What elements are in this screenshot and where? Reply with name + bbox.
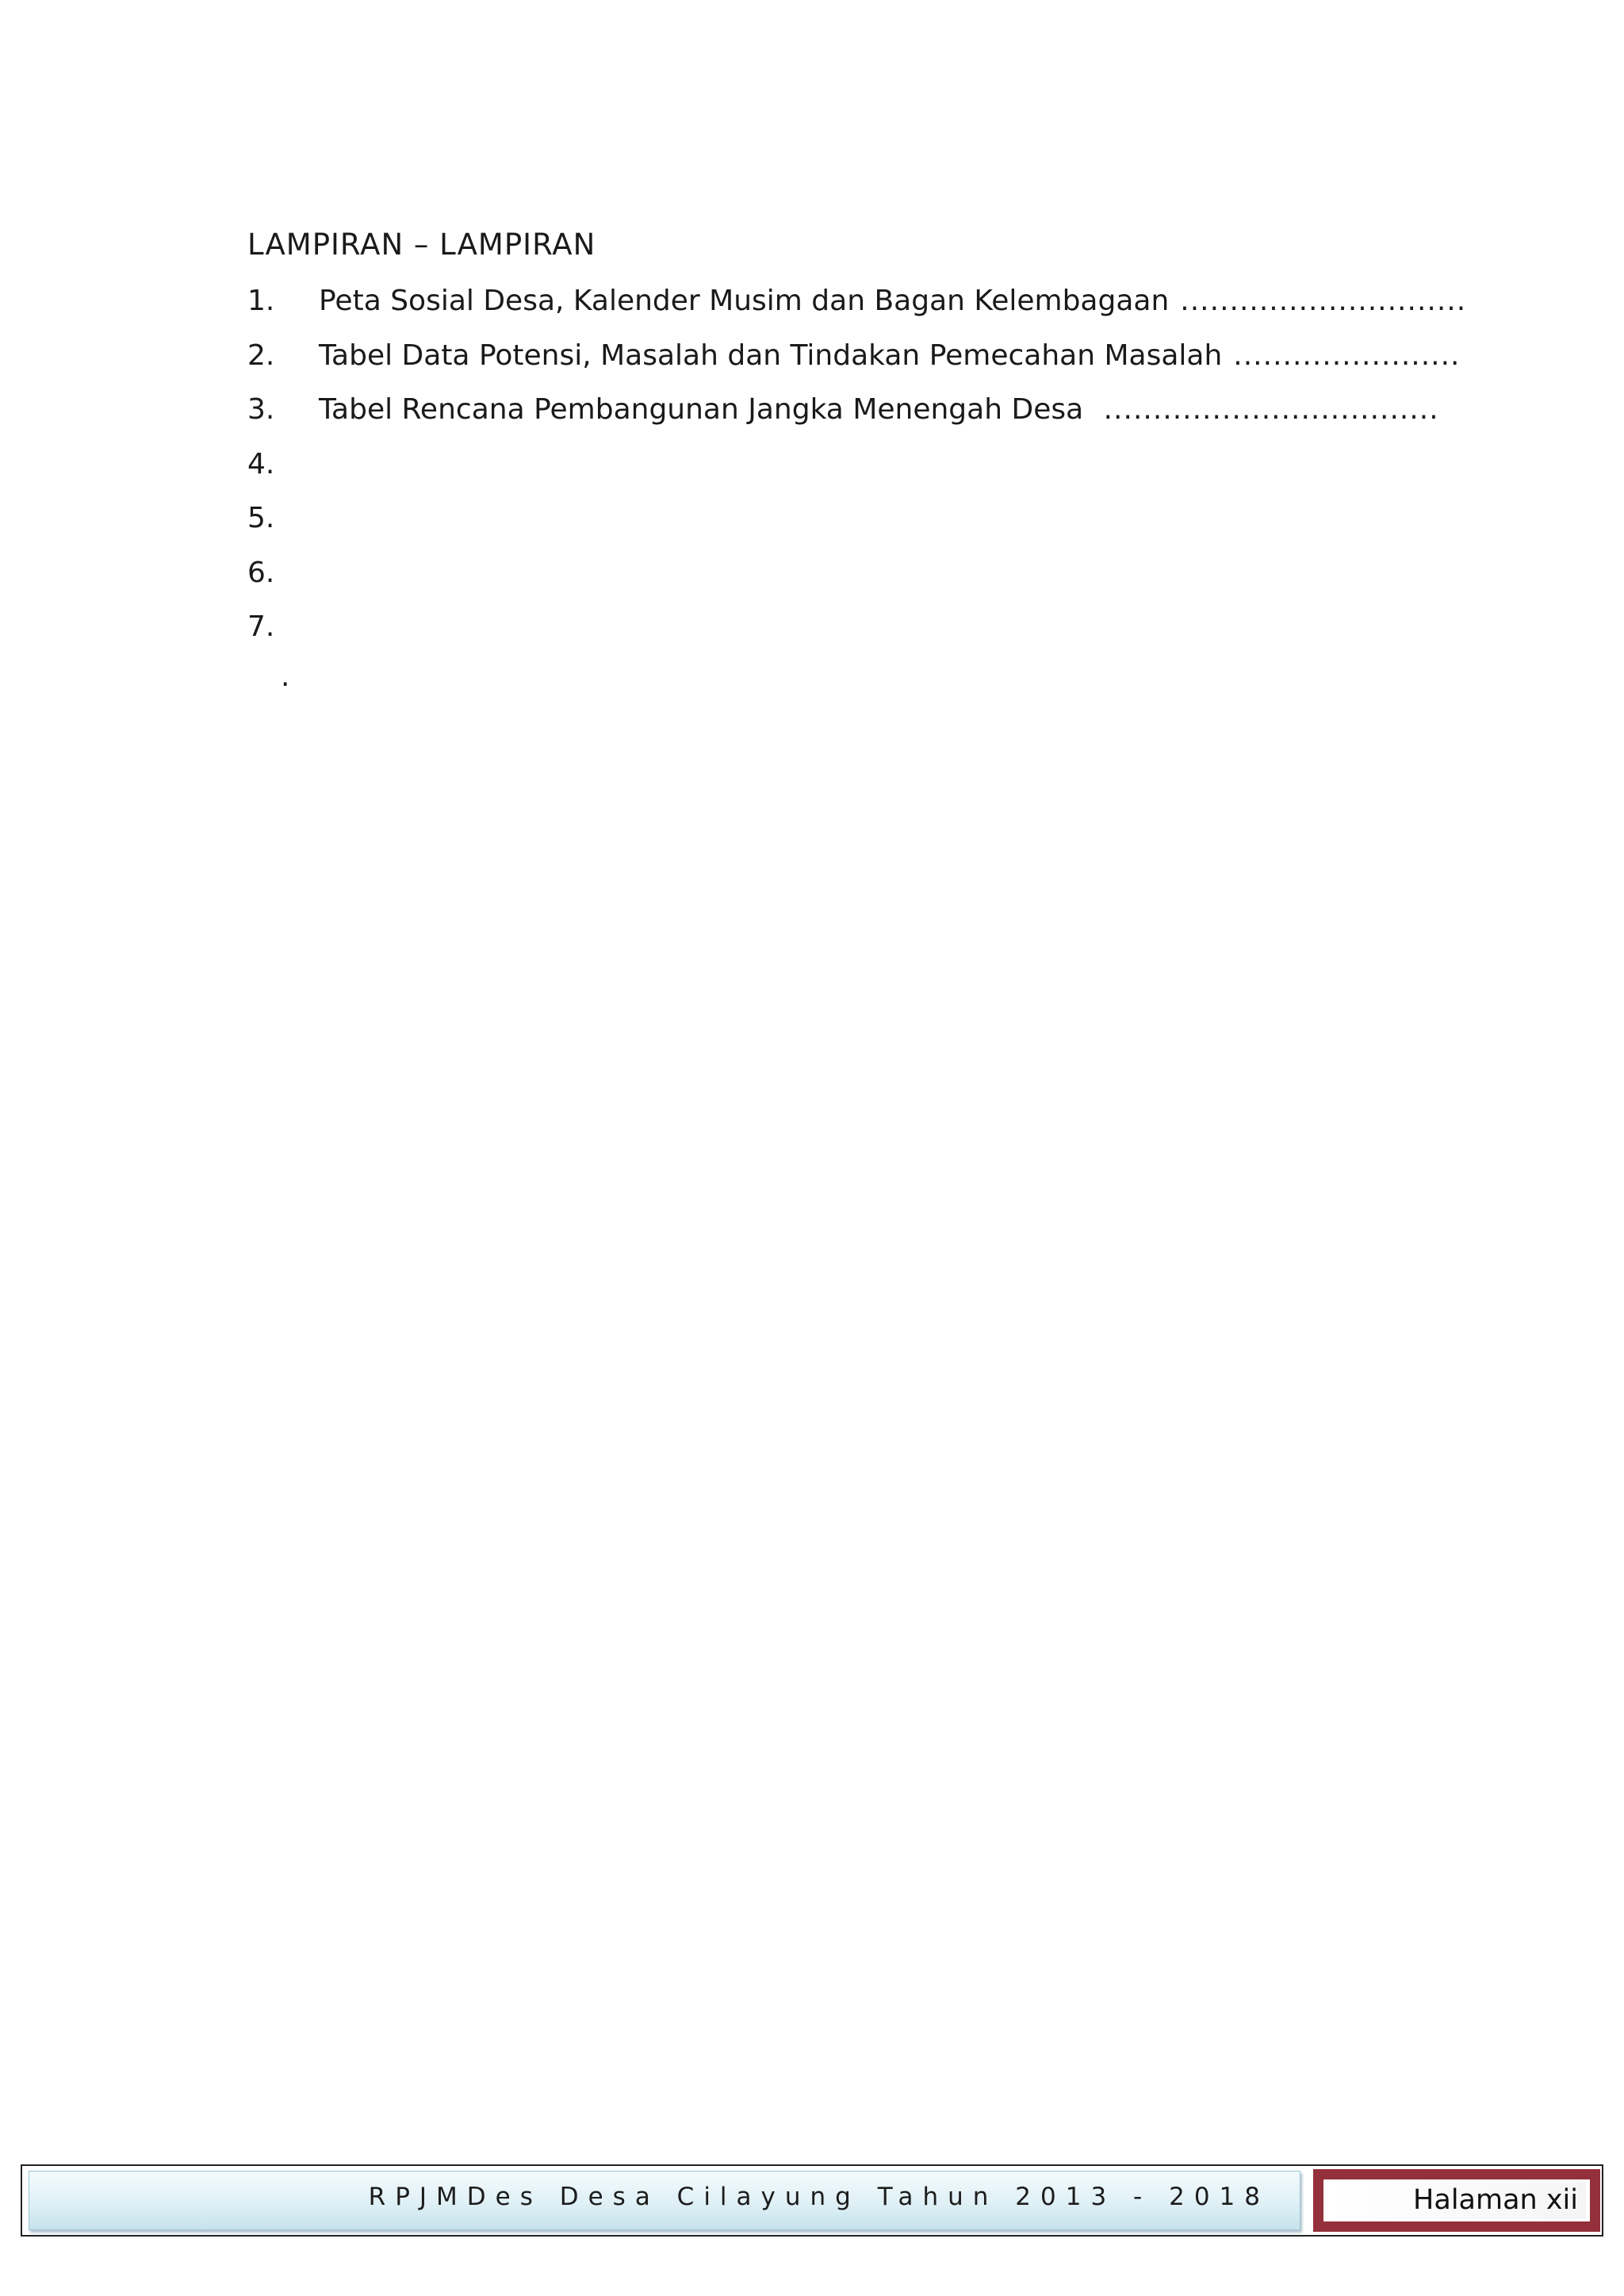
list-item-number: 2.: [247, 339, 275, 372]
page-number-label: Halaman xii: [1413, 2184, 1578, 2216]
page-number-inner: [1327, 2182, 1586, 2219]
list-item: [247, 329, 1461, 384]
list-item: [247, 492, 1397, 546]
dot-leader: .......................: [1233, 339, 1461, 372]
list-item-label: [319, 329, 1461, 384]
attachment-list: [247, 274, 1467, 655]
page-number-box: [1313, 2169, 1600, 2232]
list-item-label: [319, 274, 1466, 329]
page-footer: [21, 2164, 1603, 2237]
footer-title: RPJMDes Desa Cilayung Tahun 2013 - 2018: [368, 2183, 1270, 2211]
list-item: [247, 438, 1397, 492]
list-item-number: 7.: [247, 610, 275, 643]
list-item: [247, 274, 1467, 329]
page-heading: LAMPIRAN – LAMPIRAN: [247, 228, 596, 262]
list-item: [247, 383, 1439, 438]
list-item-number: 4.: [247, 447, 275, 480]
list-item-label: [319, 438, 330, 492]
list-item-label: [319, 383, 1439, 438]
list-item-label: [319, 492, 330, 546]
list-item: [247, 546, 1397, 601]
list-item-number: 1.: [247, 285, 275, 317]
dot-leader: ..................................: [1103, 393, 1439, 426]
list-item-number: 5.: [247, 502, 275, 534]
list-item-number: 3.: [247, 393, 275, 426]
trailing-mark: .: [281, 660, 290, 693]
list-item-number: 6.: [247, 556, 275, 589]
footer-title-band: [29, 2171, 1300, 2230]
list-item: [247, 600, 1397, 655]
list-item-text: Tabel Rencana Pembangunan Jangka Menengah Desa: [319, 393, 1093, 426]
list-item-text: Tabel Data Potensi, Masalah dan Tindakan Pemecahan Masalah: [319, 339, 1223, 372]
list-item-text: Peta Sosial Desa, Kalender Musim dan Bagan Kelembagaan: [319, 285, 1170, 317]
document-body: [247, 224, 1467, 655]
dot-leader: .............................: [1180, 285, 1467, 317]
list-item-label: [319, 600, 330, 655]
list-item-label: [319, 546, 330, 601]
